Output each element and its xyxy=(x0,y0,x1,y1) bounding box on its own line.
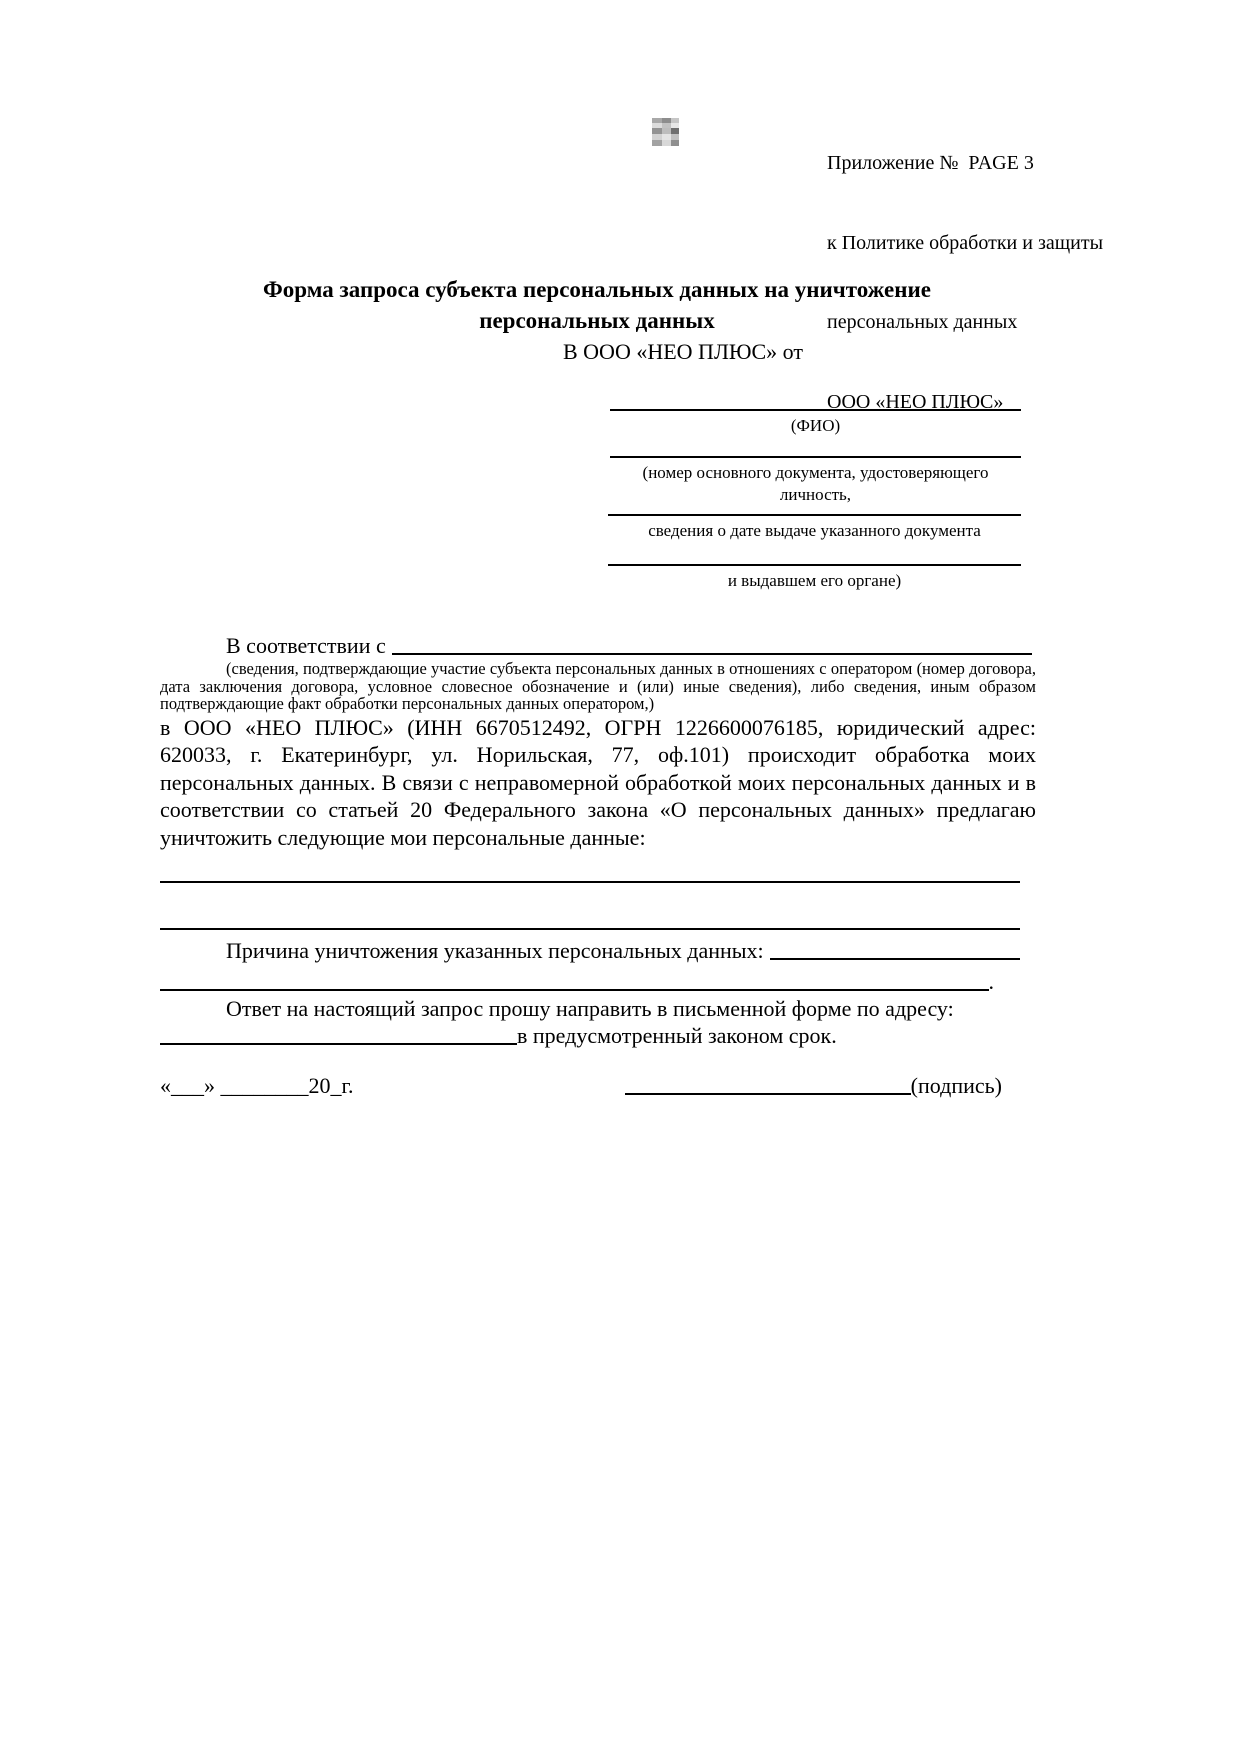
accordance-prefix: В соответствии с xyxy=(226,633,386,658)
accordance-basis-field-line[interactable] xyxy=(392,653,1032,655)
addressee-line: В ООО «НЕО ПЛЮС» от xyxy=(563,339,803,364)
organization-name: ООО «НЕО ПЛЮС» xyxy=(827,390,1004,413)
document-number-field-line[interactable] xyxy=(610,456,1021,458)
issue-date-caption: сведения о дате выдаче указанного документа xyxy=(648,521,981,540)
embedded-object-icon xyxy=(652,118,679,151)
response-address-line xyxy=(160,1022,1036,1049)
response-term-text: в предусмотренный законом срок. xyxy=(517,1023,837,1048)
signature-field-line[interactable] xyxy=(625,1093,911,1095)
title-line-2: персональных данных xyxy=(479,308,715,333)
document-title xyxy=(160,274,1034,336)
reason-line xyxy=(160,937,1020,964)
title-line-1: Форма запроса субъекта персональных данных на уничтожение xyxy=(263,277,931,302)
accordance-line xyxy=(160,632,1032,659)
policy-line-1: к Политике обработки и защиты xyxy=(827,231,1104,254)
fio-field-line[interactable] xyxy=(610,409,1021,411)
issue-date-field-line[interactable] xyxy=(608,514,1021,516)
personal-data-blank-line-2[interactable] xyxy=(160,928,1020,930)
signature-caption: (подпись) xyxy=(910,1073,1002,1098)
issuing-authority-caption: и выдавшем его органе) xyxy=(727,571,902,590)
document-number-caption: (номер основного документа, удостоверяющего личность, xyxy=(642,463,989,504)
reason-field-line-2[interactable] xyxy=(160,989,989,991)
body-paragraph: в ООО «НЕО ПЛЮС» (ИНН 6670512492, ОГРН 1226600076185, юридический адрес: 620033, г. Екатеринбург, ул. Норильская, 77, оф.101) происходит обработка моих персональных данных. В связи с неправомерной обработкой моих персональных данных и в соответствии со статьей 20 Федерального закона «О персональных данных» предлагаю уничтожить следующие мои персональные данные: xyxy=(160,715,1036,850)
issuing-authority-field-line[interactable] xyxy=(608,564,1021,566)
policy-line-2: персональных данных xyxy=(827,311,1018,333)
reason-label: Причина уничтожения указанных персональных данных: xyxy=(226,938,764,963)
address-field-line[interactable] xyxy=(160,1043,517,1045)
reason-field-line-1[interactable] xyxy=(770,958,1020,960)
personal-data-blank-line-1[interactable] xyxy=(160,881,1020,883)
fio-caption: (ФИО) xyxy=(790,416,841,435)
appendix-number-line: Приложение № PAGE 3 xyxy=(827,152,1034,174)
date-placeholder: «___» ________20_г. xyxy=(160,1073,354,1098)
reason-line-terminator: . xyxy=(988,969,994,994)
response-request-line: Ответ на настоящий запрос прошу направить в письменной форме по адресу: xyxy=(226,996,954,1021)
reason-continuation-line xyxy=(160,968,994,995)
signature-block xyxy=(625,1072,1002,1099)
accordance-note: (сведения, подтверждающие участие субъекта персональных данных в отношениях с оператором (номер договора, дата заключения договора, условное словесное обозначение и (или) иные сведения), либо сведения, иным образом подтверждающие факт обработки персональных данных оператором,) xyxy=(160,659,1036,714)
